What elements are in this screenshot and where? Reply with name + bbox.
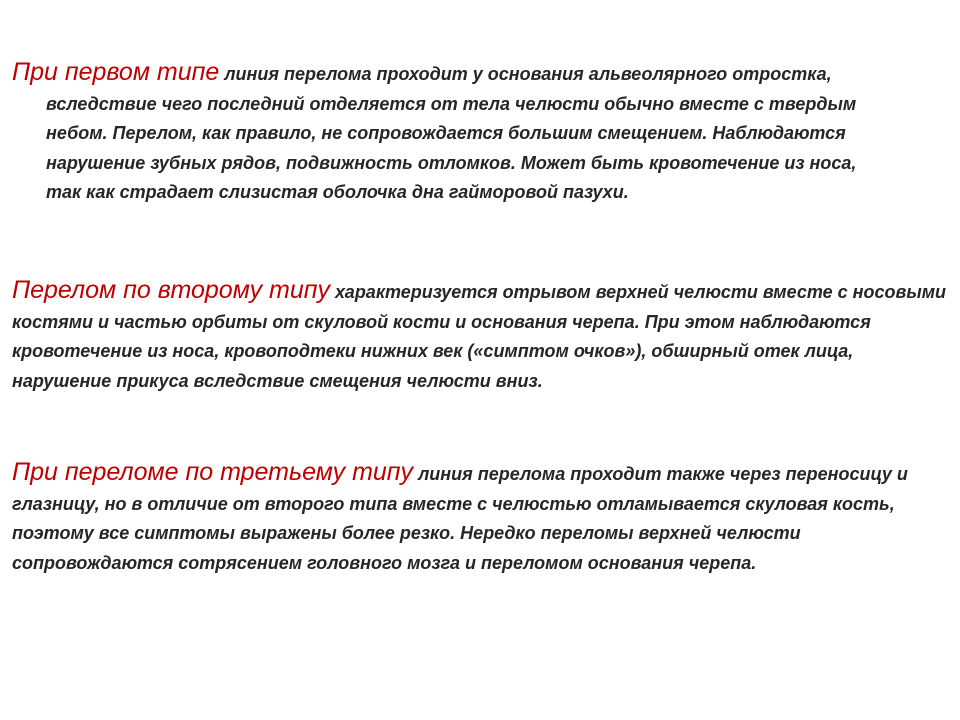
paragraph-first-type bbox=[12, 58, 896, 208]
paragraph-text-third-type: линия перелома проходит также через переносицу и глазницу, но в отличие от второго типа вместе с челюстью отламывается скуловая кость, поэтому все симптомы выражены более резко. Нередко переломы верхней челюсти сопровождаются сотрясением головного мозга и переломом основания черепа. bbox=[12, 464, 908, 573]
paragraph-lead-third-type: При переломе по третьему типу bbox=[12, 458, 414, 486]
paragraph-text-second-type: характеризуется отрывом верхней челюсти вместе с носовыми костями и частью орбиты от скуловой кости и основания черепа. При этом наблюдаются кровотечение из носа, кровоподтеки нижних век («симптом очков»), обширный отек лица, нарушение прикуса вследствие смещения челюсти вниз. bbox=[12, 282, 947, 391]
paragraph-third-type bbox=[12, 458, 952, 578]
paragraph-second-type bbox=[12, 276, 952, 396]
paragraph-text-first-type: линия перелома проходит у основания альвеолярного отростка, вследствие чего последний отделяется от тела челюсти обычно вместе с твердым небом. Перелом, как правило, не сопровождается большим смещением. Наблюдаются нарушение зубных рядов, подвижность отломков. Может быть кровотечение из носа, так как страдает слизистая оболочка дна гайморовой пазухи. bbox=[46, 64, 857, 202]
paragraph-lead-second-type: Перелом по второму типу bbox=[12, 276, 331, 304]
paragraph-lead-first-type: При первом типе bbox=[12, 58, 220, 86]
